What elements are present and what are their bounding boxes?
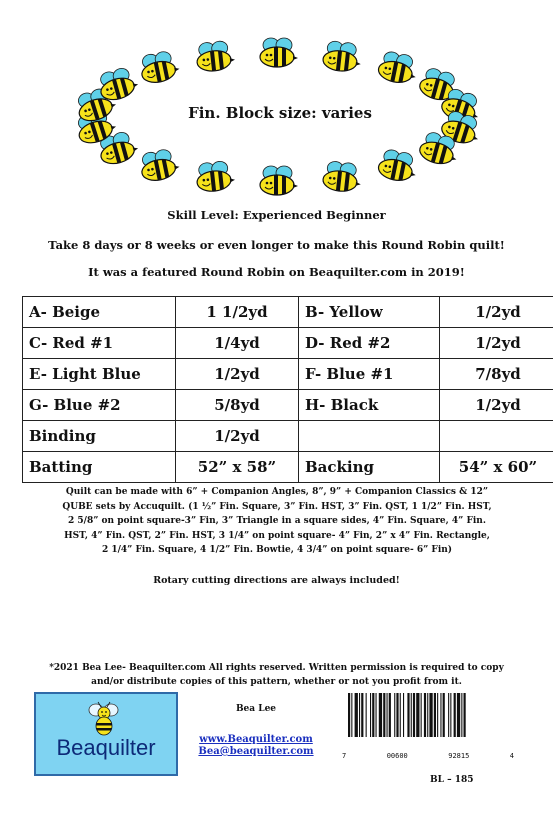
fabric-label: D- Red #2 <box>299 328 440 359</box>
table-row <box>23 452 553 483</box>
pattern-code: BL – 185 <box>430 775 474 785</box>
barcode-bar <box>424 693 426 737</box>
bee-icon <box>195 40 236 73</box>
barcode-bar <box>407 693 409 737</box>
barcode-bar <box>413 693 415 737</box>
fabric-label: C- Red #1 <box>23 328 176 359</box>
bee-ring-illustration <box>0 0 553 200</box>
bee-icon <box>260 38 298 67</box>
bee-icon <box>138 49 181 85</box>
email-link[interactable]: Bea@beaquilter.com <box>198 746 314 757</box>
fabric-label: Batting <box>23 452 176 483</box>
notes-line: 2 1/4” Fin. Square, 4 1/2” Fin. Bowtie, 4 3/4” on point square- 6” Fin) <box>101 545 453 555</box>
author-name: Bea Lee <box>235 704 277 714</box>
barcode-bar <box>396 693 398 737</box>
barcode-digit-group: 4 <box>509 752 514 760</box>
fabric-label: H- Black <box>299 390 440 421</box>
fabric-label: Backing <box>299 452 440 483</box>
barcode-digit-group: 92815 <box>448 752 470 760</box>
fabric-amount: 1/2yd <box>440 297 553 328</box>
block-size-title: Fin. Block size: varies <box>188 104 372 122</box>
barcode-bar <box>450 693 451 737</box>
bee-icon <box>322 40 363 73</box>
fabric-label: G- Blue #2 <box>23 390 176 421</box>
fabric-amount: 1/2yd <box>176 359 299 390</box>
notes-line: QUBE sets by Accuquilt. (1 ½” Fin. Square, 3” Fin. HST, 3” Fin. QST, 1 1/2” Fin. HST, <box>62 501 492 512</box>
fabric-amount: 1/2yd <box>440 390 553 421</box>
copyright-line: and/or distribute copies of this pattern, whether or not you profit from it. <box>91 677 462 687</box>
barcode-bar <box>421 693 422 737</box>
barcode-bar <box>440 693 441 737</box>
fabric-label: A- Beige <box>23 297 176 328</box>
barcode-bar <box>437 693 438 737</box>
notes-line: Quilt can be made with 6” + Companion Angles, 8”, 9” + Companion Classics & 12” <box>65 487 489 497</box>
fabric-label: F- Blue #1 <box>299 359 440 390</box>
fabric-amount: 1/2yd <box>176 421 299 452</box>
barcode-bar <box>361 693 363 737</box>
barcode-bar <box>434 693 436 737</box>
copyright-line: *2021 Bea Lee- Beaquilter.com All rights reserved. Written permission is required to copy <box>49 663 504 673</box>
fabric-label: B- Yellow <box>299 297 440 328</box>
bee-icon <box>260 166 298 195</box>
barcode-bar <box>389 693 391 737</box>
table-row <box>23 421 553 452</box>
featured-line: It was a featured Round Robin on Beaquilter.com in 2019! <box>88 265 465 279</box>
table-row <box>23 359 553 390</box>
fabric-amount: 5/8yd <box>176 390 299 421</box>
barcode-bar <box>351 693 352 737</box>
barcode-bar <box>403 693 404 737</box>
barcode-bar <box>366 693 367 737</box>
fabric-amount: 1/4yd <box>176 328 299 359</box>
barcode-bar <box>411 693 412 737</box>
barcode-bar <box>427 693 428 737</box>
die-cutting-notes <box>22 485 532 558</box>
barcode-digit-group: 00600 <box>386 752 408 760</box>
skill-level: Skill Level: Experienced Beginner <box>167 208 386 222</box>
fabric-amount: 54” x 60” <box>440 452 553 483</box>
barcode-bar <box>372 693 374 737</box>
empty-cell <box>299 421 440 452</box>
barcode-bar <box>394 693 395 737</box>
bee-icon <box>138 147 181 183</box>
table-row <box>23 297 553 328</box>
barcode-bar <box>379 693 382 737</box>
barcode-bar <box>457 693 460 737</box>
table-row <box>23 390 553 421</box>
logo-text: Beaquilter <box>56 735 156 760</box>
barcode-bar <box>355 693 358 737</box>
intro-line: Take 8 days or 8 weeks or even longer to make this Round Robin quilt! <box>48 238 505 252</box>
fabric-amount: 1 1/2yd <box>176 297 299 328</box>
fabric-requirements-table <box>22 296 553 483</box>
copyright-notice <box>30 661 523 689</box>
fabric-amount: 52” x 58” <box>176 452 299 483</box>
barcode-bar <box>416 693 419 737</box>
bee-icon <box>377 148 420 184</box>
barcode-digit-group: 7 <box>342 752 347 760</box>
table-row <box>23 328 553 359</box>
notes-line: HST, 4” Fin. QST, 2” Fin. HST, 3 1/4” on point square- 4” Fin, 2” x 4” Fin. Rectangle, <box>64 530 490 541</box>
notes-line: 2 5/8” on point square-3” Fin, 3” Triangle in a square sides, 4” Fin. Square, 4” Fin. <box>68 516 486 526</box>
fabric-label: E- Light Blue <box>23 359 176 390</box>
fabric-label: Binding <box>23 421 176 452</box>
barcode <box>346 693 510 737</box>
rotary-note: Rotary cutting directions are always included! <box>153 575 400 586</box>
website-link[interactable]: www.Beaquilter.com <box>199 734 313 745</box>
barcode-bar <box>376 693 377 737</box>
barcode-bar <box>443 693 445 737</box>
barcode-bar <box>454 693 456 737</box>
barcode-bar <box>448 693 449 737</box>
fabric-amount: 7/8yd <box>440 359 553 390</box>
barcode-bar <box>383 693 385 737</box>
barcode-bar <box>464 693 466 737</box>
barcode-bar <box>359 693 360 737</box>
bee-icon <box>377 50 420 86</box>
barcode-bar <box>348 693 350 737</box>
bee-icon <box>84 700 124 736</box>
bee-icon <box>322 160 363 193</box>
barcode-bar <box>461 693 462 737</box>
empty-cell <box>440 421 553 452</box>
fabric-amount: 1/2yd <box>440 328 553 359</box>
barcode-digits <box>342 752 514 760</box>
barcode-bar <box>370 693 371 737</box>
barcode-bar <box>387 693 388 737</box>
barcode-bar <box>429 693 432 737</box>
bee-icon <box>195 160 236 193</box>
barcode-bar <box>400 693 401 737</box>
